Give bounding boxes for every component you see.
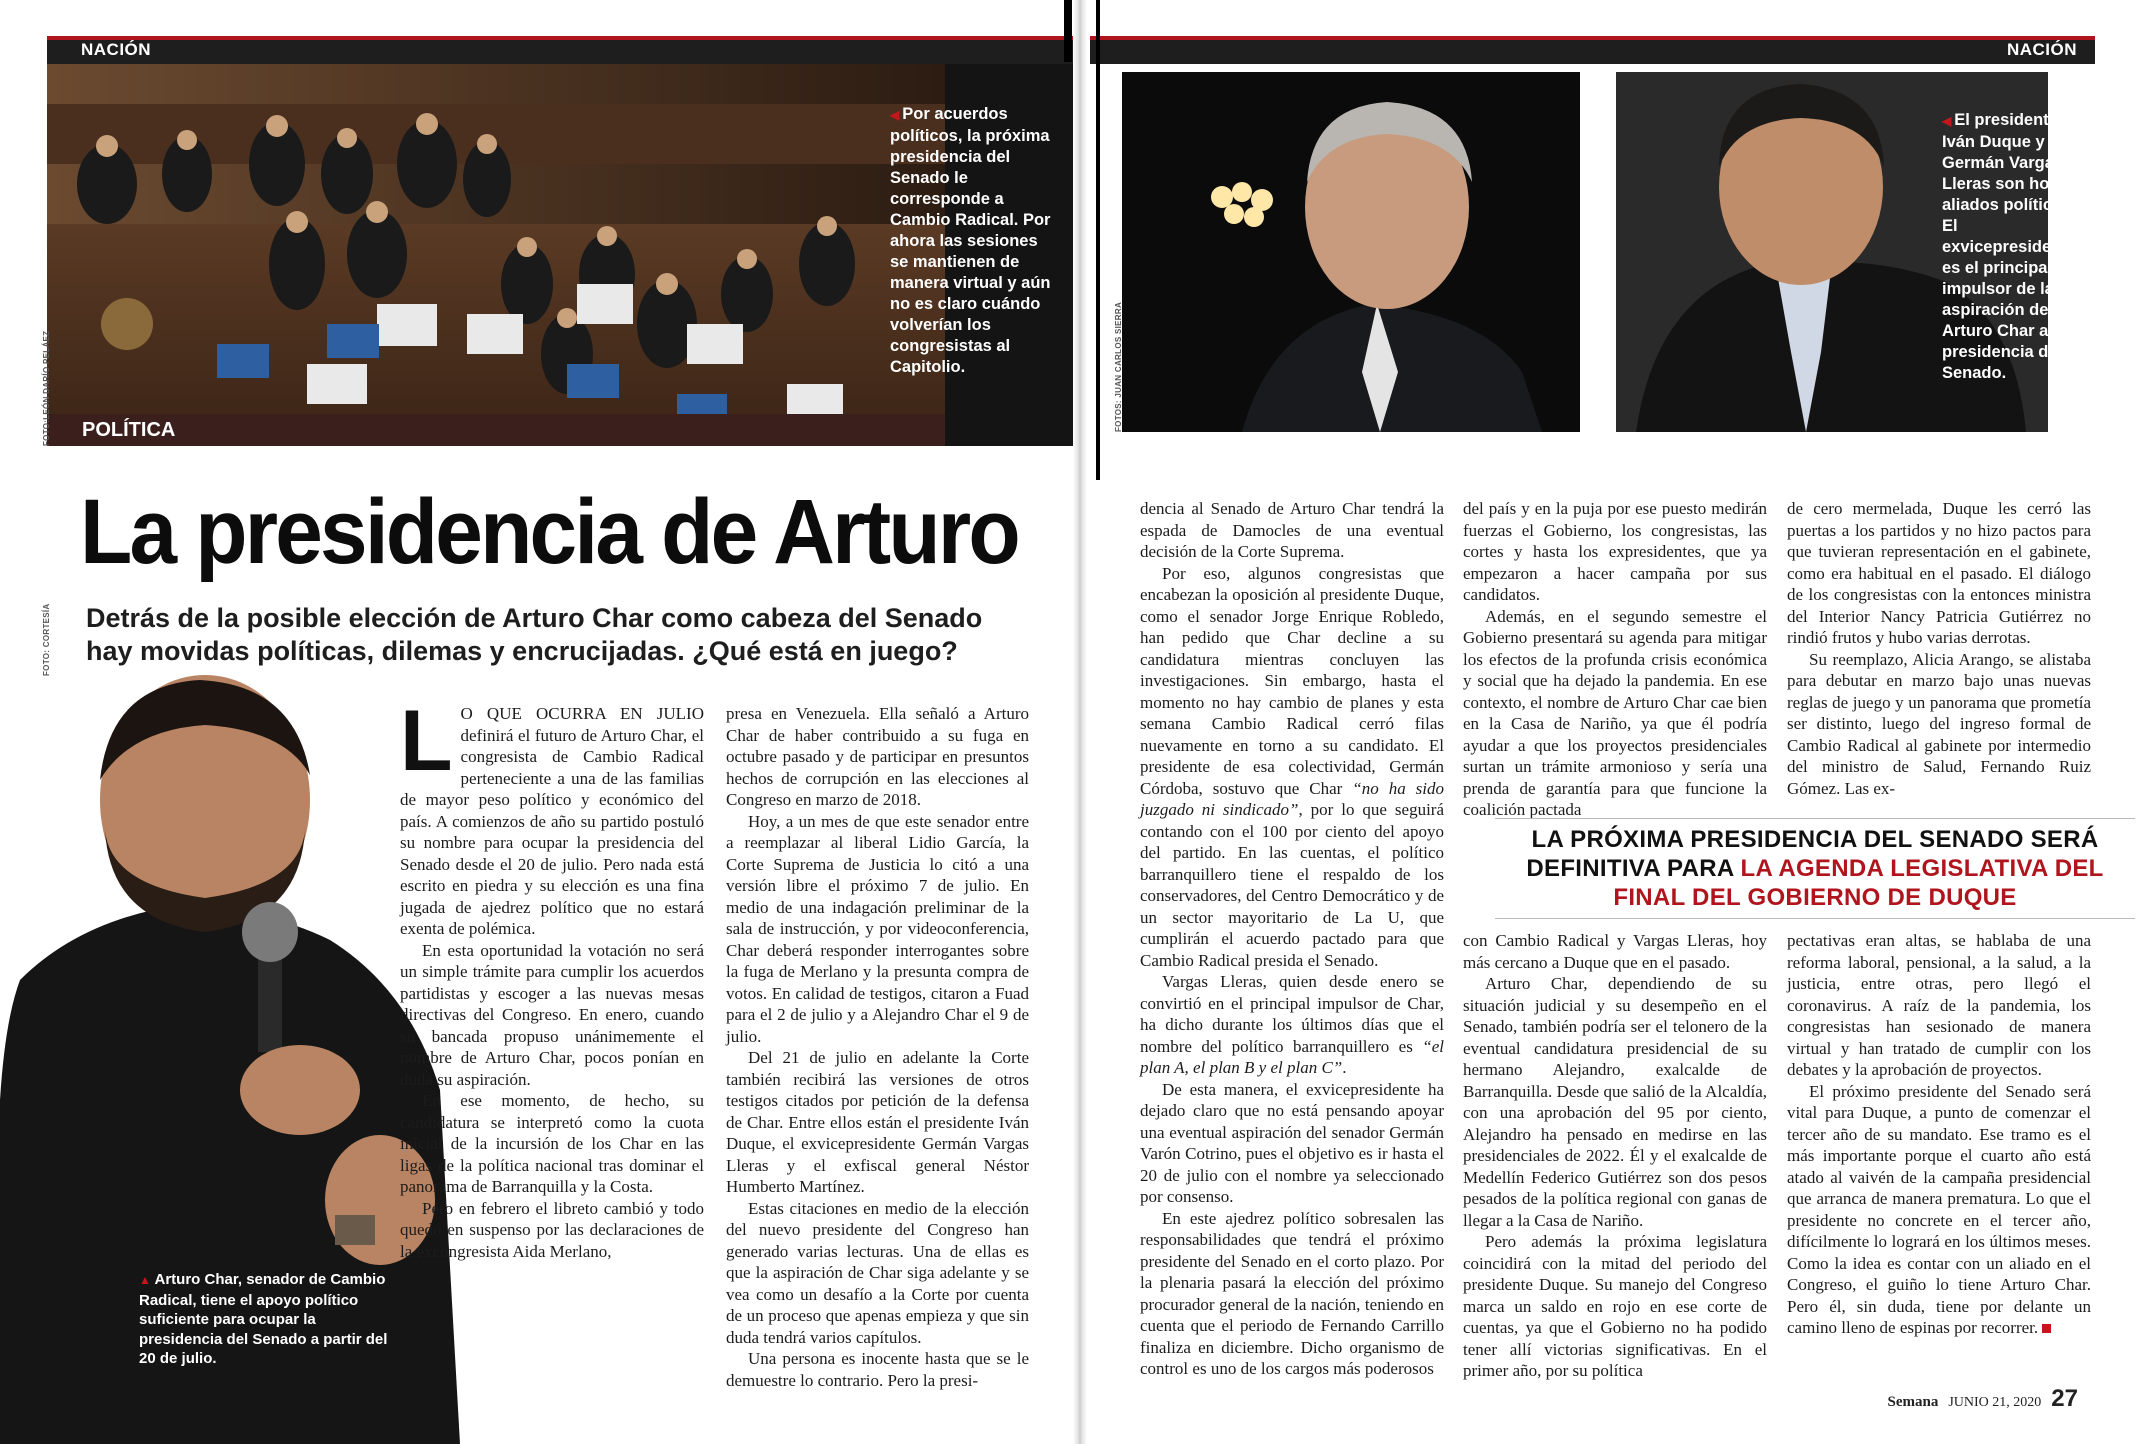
pull-quote: LA PRÓXIMA PRESIDENCIA DEL SENADO SERÁ DEFINITIVA PARA LA AGENDA LEGISLATIVA DEL FINAL DEL GOBIERNO DE DUQUE (1495, 818, 2135, 919)
duque-photo (1122, 72, 1580, 432)
body-column-2: presa en Venezuela. Ella señaló a Arturo Char de haber contribuido a su fuga en octubre pasado y de participar en presuntos hechos de corrupción en las elecciones al Congreso en marzo de 2018. Hoy, a un mes de que este senador entre a reemplazar al liberal Lidio García, la Corte Suprema de Justicia lo citó a una versión libre el próximo 7 de julio. En medio de una indagación preliminar de la sala de instrucción, y por videoconferencia, Char deberá responder interrogantes sobre la fuga de Merlano y la presunta compra de votos. En calidad de testigos, citaron a Fuad para el 2 de julio y a Alejandro Char el 9 de julio. Del 21 de julio en adelante la Corte también recibirá las versiones de otros testigos citados por petición de la defensa de Char. Entre ellos están el presidente Iván Duque, el exvicepresidente Germán Vargas Lleras y el exfiscal general Néstor Humberto Martínez. Estas citaciones en medio de la elección del nuevo presidente del Congreso han generado varias lecturas. Una de ellas es que la aspiración de Char siga adelante y se vea como un desafío a la Corte por cuenta de un proceso que apenas empieza y que sin duda tendrá varios capítulos. Una persona es inocente hasta que se le demuestre lo contrario. Pero la presi- (726, 704, 1029, 1390)
end-mark (2042, 1324, 2051, 1333)
section-label: NACIÓN (2006, 40, 2077, 59)
photo-caption: ◀ El presidente Iván Duque y Germán Vargas Lleras son hoy aliados políticos. El exvicepresidente es el principal impulsor de la aspiración de Arturo Char a la presidencia del Senado. (1942, 111, 2076, 382)
portrait-caption: ▲ Arturo Char, senador de Cambio Radical, tiene el apoyo político suficiente para ocupar la presidencia del Senado a partir del 20 de julio. (139, 1271, 388, 1367)
body-column-5-bottom: pectativas eran altas, se hablaba de una reforma laboral, pensional, a la salud, a la justicia, entre otras, pero llegó el coronavirus. A raíz de la pandemia, los congresistas han sesionado de manera virtual y han tratado de cumplir con los debates y la aprobación de proyectos. El próximo presidente del Senado será vital para Duque, a punto de comenzar el tercer año de su mandato. Ese tramo es el más importante porque el cuarto año está atado al vaivén de la campaña presidencial que arranca de manera prematura. Lo que el presidente no concrete en el tercer año, difícilmente lo logrará en los últimos meses. Como la idea es contar con un aliado en el Congreso, el guiño lo tiene Arturo Char. Pero él, sin duda, tiene por delante un camino lleno de espinas por recorrer. (1787, 931, 2091, 1337)
page-number: 27 (2051, 1385, 2078, 1412)
section-label: NACIÓN (81, 40, 152, 59)
body-column-4-top: del país y en la puja por ese puesto medirán fuerzas el Gobierno, los congresistas, las cortes y hasta los expresidentes, que ya empezaron a hacer campaña por sus candidatos. Además, en el segundo semestre el Gobierno presentará su agenda para mitigar los efectos de la profunda crisis económica y social que ha dejado la pandemia. En ese contexto, el nombre de Arturo Char cae bien en la Casa de Nariño, ya que él podría ayudar a que los proyectos presidenciales surtan un trámite armonioso y sería una prenda de garantía para que funcione la coalición pactada (1463, 499, 1767, 819)
fold-mark-right (1096, 0, 1100, 480)
ivan-duque-portrait-image (1122, 72, 1580, 432)
photo-credit: FOTOS: JUAN CARLOS SIERRA (1114, 301, 1123, 432)
caption-arrow-icon: ◀ (1942, 114, 1952, 128)
header-accent-line (1090, 36, 2095, 40)
deck: Detrás de la posible elección de Arturo Char como cabeza del Senado hay movidas políticas, dilemas y encrucijadas. ¿Qué está en juego? (86, 603, 983, 666)
folio (1888, 1385, 2079, 1413)
folio-date: JUNIO 21, 2020 (1948, 1395, 2042, 1410)
right-page (1080, 0, 2136, 1444)
body-column-4-bottom: con Cambio Radical y Vargas Lleras, hoy más cercano a Duque que en el pasado. Arturo Char, dependiendo de su situación judicial y su desempeño en el Senado, también podría ser el telonero de la eventual candidatura presidencial de su hermano Alejandro, exalcalde de Barranquilla. Desde que salió de la Alcaldía, con una aprobación del 95 por ciento, Alejandro ha pensado en medirse en las presidenciales de 2022. Él y el exalcalde de Medellín Federico Gutiérrez son dos pesos pesados de la política regional con ganas de llegar a la Casa de Nariño. Pero además la próxima legislatura coincidirá con la mitad del periodo del presidente Duque. Su manejo del Congreso marca un saldo en rojo en ese corte de cuentas, ya que el Gobierno no ha podido tener allí victorias significativas. En el primer año, por su política (1463, 931, 1767, 1380)
senate-photo (47, 64, 945, 446)
headline: La presidencia de Arturo (80, 481, 1018, 583)
photo-caption: ◀ Por acuerdos políticos, la próxima presidencia del Senado le corresponde a Cambio Radical. Por ahora las sesiones se mantienen de manera virtual y aún no es claro cuándo volverían los congresistas al Capitolio. (890, 105, 1051, 376)
drop-cap: L (400, 693, 453, 789)
category-label: POLÍTICA (82, 419, 176, 441)
body-column-5-top: de cero mermelada, Duque les cerró las puertas a los partidos y no hizo pactos para que tuvieran representación en el gabinete, como era habitual en el pasado. El diálogo de los congresistas con la entonces ministra del Interior Nancy Patricia Gutiérrez no rindió frutos y hubo varias derrotas. Su reemplazo, Alicia Arango, se alistaba para debutar en marzo bajo unas nuevas reglas de juego y un panorama que prometía ser distinto, luego del ingreso formal de Cambio Radical al gabinete por intermedio del ministro de Salud, Fernando Ruiz Gómez. Las ex- (1787, 499, 2091, 798)
portrait-credit: FOTO: CORTESÍA (42, 603, 51, 676)
fold-mark-top (1064, 0, 1072, 62)
section-header-band (1090, 36, 2095, 64)
caption-arrow-icon: ◀ (890, 108, 900, 122)
folio-brand: Semana (1887, 1394, 1939, 1410)
header-accent-line (47, 36, 1080, 40)
photo-credit: FOTO:LEÓN DARÍO PELÁEZ (42, 330, 51, 446)
body-column-3: dencia al Senado de Arturo Char tendrá la espada de Damocles de una eventual decisión de la Corte Suprema. Por eso, algunos congresistas que encabezan la oposición al presidente Duque, como el senador Jorge Enrique Robledo, han pedido que Char decline a su candidatura mientras concluyen las investigaciones. Sin embargo, hasta el momento no hay cambio de planes y esta semana Cambio Radical cerró filas nuevamente en torno a su candidato. El presidente de esa colectividad, Germán Córdoba, sostuvo que Char “no ha sido juzgado ni sindicado”, por lo que seguirá contando con el 100 por ciento del apoyo del partido. En las cuentas, el político barranquillero tiene el respaldo de los conservadores, del Centro Democrático y de un sector mayoritario de La U, que cumplirán el acuerdo pactado para que Cambio Radical presida el Senado. Vargas Lleras, quien desde enero se convirtió en el principal impulsor de Char, ha dicho durante los últimos días que el nombre del político barranquillero es “el plan A, el plan B y el plan C”. De esta manera, el exvicepresidente ha dejado claro que no está pensando apoyar una eventual aspiración del senador Germán Varón Cotrino, pues el objetivo es ir hasta el 20 de julio con el nombre ya seleccionado por consenso. En este ajedrez político sobresalen las responsabilidades que tendrá el próximo presidente del Senado en el corto plazo. Por la plenaria pasará la elección del próximo procurador general de la nación, teniendo en cuenta que el periodo de Fernando Carrillo finaliza en diciembre. Dicho organismo de control es uno de los cargos más poderosos (1140, 499, 1445, 1378)
senate-chamber-image (47, 64, 945, 446)
body-column-1: L O QUE OCURRA EN JULIO definirá el futuro de Arturo Char, el congresista de Cambio Radical perteneciente a una de las familias de mayor peso político y económico del país. A comienzos de año su partido postuló su nombre para ocupar la presidencia del Senado desde el 20 de julio. Pero nada está escrito en piedra y su elección es una fina jugada de ajedrez político que no estará exenta de polémica. En esta oportunidad la votación no será un simple trámite para cumplir los acuerdos partidistas y escoger a las nuevas mesas directivas del Congreso. En enero, cuando su bancada propuso unánimemente el nombre de Arturo Char, pocos ponían en duda su aspiración. En ese momento, de hecho, su candidatura se interpretó como la cuota inicial de la incursión de los Char en las ligas de la política nacional tras dominar el panorama de Barranquilla y la Costa. Pero en febrero el libreto cambió y todo quedó en suspenso por las declaraciones de la excongresista Aida Merlano, (400, 693, 704, 1261)
page-gutter (1073, 0, 1087, 1444)
section-header-band (47, 36, 1080, 64)
caption-arrow-icon: ▲ (139, 1273, 151, 1287)
